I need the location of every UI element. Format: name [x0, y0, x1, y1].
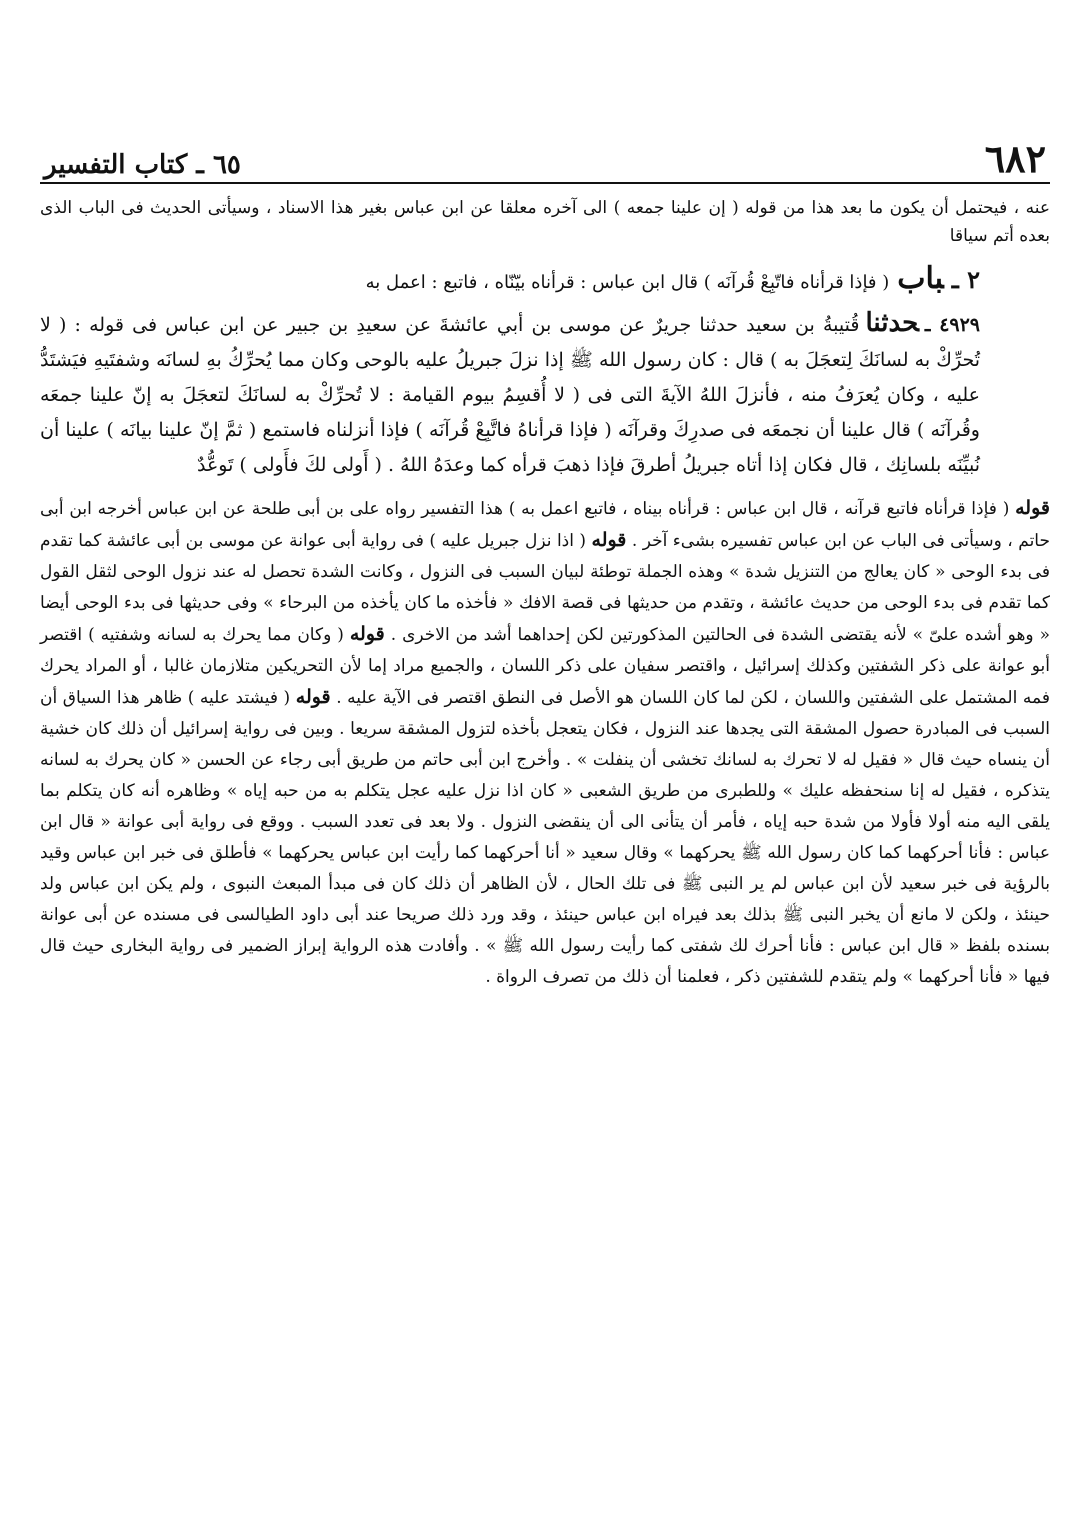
hadith-block — [40, 306, 1050, 483]
hadith-paragraph — [40, 306, 980, 483]
commentary-block — [40, 493, 1050, 993]
commentary-keyword: قوله — [295, 686, 331, 708]
intro-text: عنه ، فيحتمل أن يكون ما بعد هذا من قوله ( إن علينا جمعه ) الى آخره معلقا عن ابن عباس بغير هذا الاسناد ، وسيأتى الحديث فى الباب الذى بعده أتم سياقا — [40, 198, 1050, 246]
running-head — [40, 126, 1050, 184]
hadith-number: ٤٩٢٩ ـ — [924, 314, 981, 336]
chapter-text: ( فإذا قرأناه فاتّبِعْ قُرآنَه ) قال ابن عباس : قرأناه بيّنّاه ، فاتبع : اعمل به — [365, 272, 890, 293]
page-number: ٦٨٢ — [984, 136, 1046, 181]
hadith-text: قُتيبةُ بن سعيد حدثنا جريرٌ عن موسى بن أبي عائشةَ عن سعيدِ بن جبير عن ابن عباس فى قوله : ( لا تُحرِّكْ به لسانَكَ لِتعجَلَ به ) قال : كان رسول الله ﷺ إذا نزلَ جبريلُ عليه بالوحى وكان مما يُحرِّكُ بهِ لسانَه وشفتَيهِ فيَشتَدُّ عليه ، وكان يُعرَفُ منه ، فأنزلَ اللهُ الآيةَ التى فى ( لا أُقسِمُ بيوم القيامة : لا تُحرِّكْ به لسانَكَ لتعجَلَ به إنّ علينا جمعَه وقُرآنَه ) قال علينا أن نجمعَه فى صدرِكَ وقرآنَه ( فإذا قرأناهُ فاتَّبِعْ قُرآنَه ) فإذا أنزلناه فاستمع ( ثمَّ إنّ علينا بيانَه ) علينا أن نُبيِّنَه بلسانِك ، قال فكان إذا أتاه جبريلُ أطرقَ فإذا ذهبَ قرأه كما وعدَهُ اللهُ . ( أَولى لكَ فأَولى ) تَوعُّدٌ — [40, 314, 980, 476]
book-title: ٦٥ ـ كتاب التفسير — [44, 150, 241, 180]
commentary-keyword: قوله — [591, 529, 627, 551]
hadith-label: حدثنا — [865, 308, 919, 338]
commentary-keyword: قوله — [349, 623, 385, 645]
chapter-label: باب — [897, 261, 944, 296]
chapter-number: ٢ ـ — [951, 265, 980, 294]
commentary-paragraph — [40, 493, 1050, 993]
chapter-line — [40, 261, 980, 298]
chapter-heading — [40, 261, 1050, 298]
commentary-text: ( اذا نزل جبريل عليه ) فى رواية أبى عوانة عن موسى بن أبى عائشة كما تقدم فى بدء الوحى « كان يعالج من التنزيل شدة » وهذه الجملة توطئة لبيان السبب فى النزول ، وكانت الشدة تحصل له عند نزول الوحى لثقل القول كما تقدم فى بدء الوحى من حديث عائشة ، وتقدم من حديثها فى قصة الافك « فأخذه ما كان يأخذه من البرحاء » وفى حديثها فى بدء الوحى أيضا « وهو أشده علىّ » لأنه يقتضى الشدة فى الحالتين المذكورتين لكن إحداهما أشد من الاخرى . — [40, 531, 1050, 645]
intro-paragraph — [40, 194, 1050, 250]
commentary-keyword: قوله — [1015, 497, 1050, 519]
commentary-text: ( وكان مما يحرك به لسانه وشفتيه ) اقتصر أبو عوانة على ذكر الشفتين وكذلك إسرائيل ، واقتصر سفيان على ذكر اللسان ، والجميع مراد إما لأن التحريكين متلازمان غالبا ، أو المراد يحرك فمه المشتمل على الشفتين واللسان ، لكن لما كان اللسان هو الأصل فى النطق اقتصر فى الآية عليه . — [40, 625, 1050, 708]
book-page — [40, 126, 1050, 993]
commentary-text: ( فيشتد عليه ) ظاهر هذا السياق أن السبب فى المبادرة حصول المشقة التى يجدها عند النزول ، فكان يتعجل بأخذه لتزول المشقة سريعا . وبين فى رواية إسرائيل أن ذلك كان خشية أن ينساه حيث قال « فقيل له لا تحرك به لسانك تخشى أن ينفلت » . وأخرج ابن أبى حاتم من طريق أبى رجاء عن الحسن « كان يحرك به لسانه يتذكره ، فقيل له إنا سنحفظه عليك » وللطبرى من طريق الشعبى « كان اذا نزل عليه عجل يتكلم به من حبه إياه » وظاهره أنه كان يتكلم بما يلقى اليه منه أولا فأولا من شدة حبه إياه ، فأمر أن يتأنى الى أن ينقضى النزول . ولا بعد فى تعدد السبب . ووقع فى رواية أبى عوانة « قال ابن عباس : فأنا أحركهما كما كان رسول الله ﷺ يحركهما » وقال سعيد « أنا أحركهما كما رأيت ابن عباس يحركهما » فأطلق فى خبر ابن عباس وقيد بالرؤية فى خبر سعيد لأن ابن عباس لم ير النبى ﷺ فى تلك الحال ، لأن الظاهر أن ذلك كان فى مبدأ المبعث النبوى ، ولم يكن ابن عباس ولد حينئذ ، ولكن لا مانع أن يخبر النبى ﷺ بذلك بعد فيراه ابن عباس حينئذ ، وقد ورد ذلك صريحا عند أبى داود الطيالسى فى مسنده عن أبى عوانة بسنده بلفظ « قال ابن عباس : فأنا أحرك لك شفتى كما رأيت رسول الله ﷺ » . وأفادت هذه الرواية إبراز الضمير فى رواية البخارى حيث قال فيها « فأنا أحركهما » ولم يتقدم للشفتين ذكر ، فعلمنا أن ذلك من تصرف الرواة . — [40, 688, 1050, 987]
commentary-text: ( فإذا قرأناه فاتبع قرآنه ، قال ابن عباس : قرأناه بيناه ، فاتبع اعمل به ) هذا التفسير رواه على بن أبى طلحة عن ابن عباس أخرجه ابن أبى حاتم ، وسيأتى فى الباب عن ابن عباس تفسيره بشىء آخر . — [40, 499, 1050, 551]
